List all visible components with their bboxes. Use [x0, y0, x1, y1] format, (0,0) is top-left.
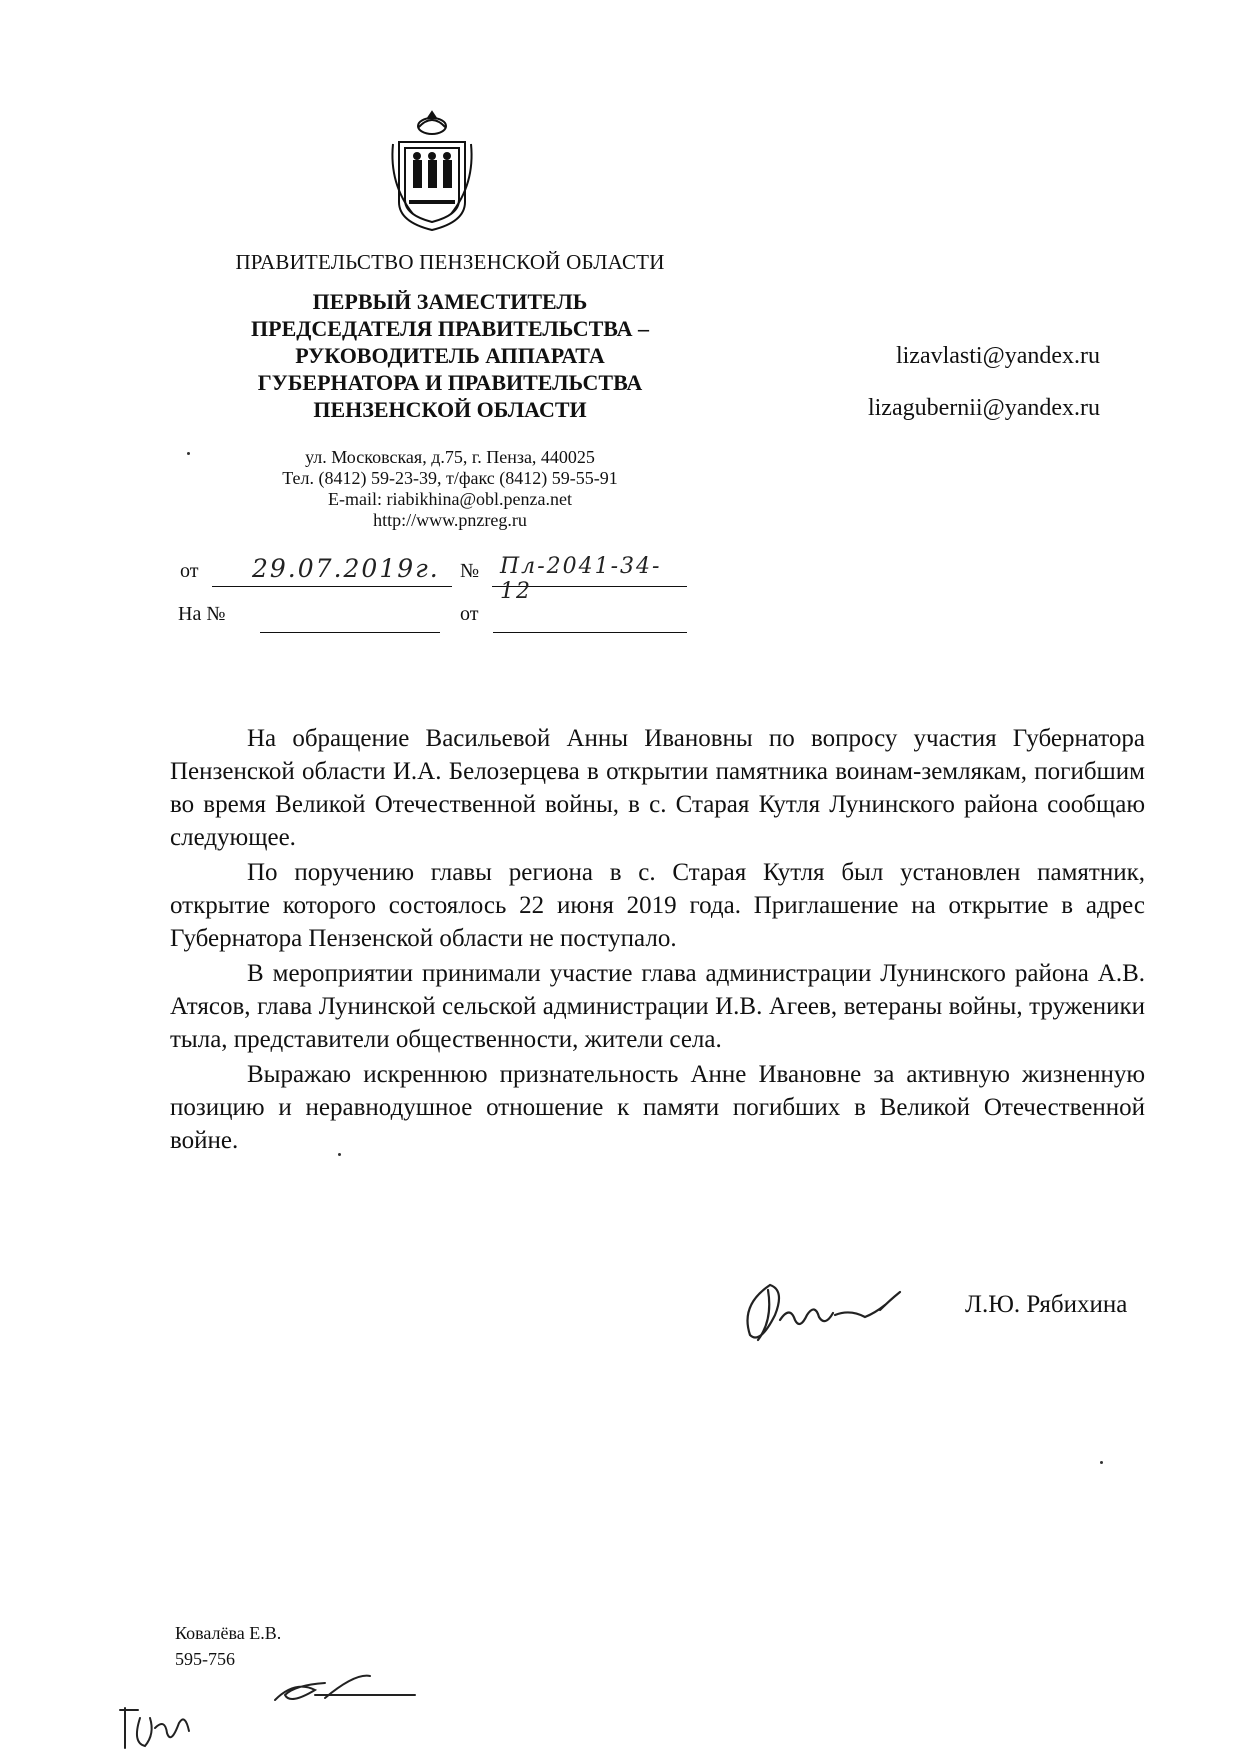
body-paragraph: В мероприятии принимали участие глава администрации Лунинского района А.В. Атясов, глава Лунинской сельской администрации И.В. Агеев, ветераны войны, труженики тыла, представители общественности, жители села.: [170, 960, 1145, 1053]
signature-icon: [730, 1270, 920, 1350]
number-label: №: [460, 560, 480, 582]
email-address: E-mail: riabikhina@obl.penza.net: [328, 489, 572, 509]
position-line: ПЕРВЫЙ ЗАМЕСТИТЕЛЬ: [312, 289, 588, 314]
executor-phone: 595-756: [175, 1649, 235, 1669]
position-line: РУКОВОДИТЕЛЬ АППАРАТА: [295, 343, 605, 368]
position-line: ПРЕДСЕДАТЕЛЯ ПРАВИТЕЛЬСТВА –: [251, 316, 649, 341]
position-line: ПЕНЗЕНСКОЙ ОБЛАСТИ: [313, 397, 587, 422]
contact-block: [150, 447, 750, 531]
from-label: от: [180, 560, 199, 582]
scan-speck: [187, 452, 190, 455]
email-annotation: lizavlasti@yandex.ru: [895, 343, 1100, 369]
reply-from-label: от: [460, 603, 479, 625]
date-field: [212, 554, 452, 587]
postal-address: ул. Московская, д.75, г. Пенза, 440025: [305, 447, 595, 467]
reply-number-field: [260, 606, 440, 633]
signer-name: Л.Ю. Рябихина: [965, 1291, 1128, 1318]
handwritten-date: 29.07.2019г.: [252, 554, 440, 583]
reply-date-field: [493, 606, 687, 633]
position-line: ГУБЕРНАТОРА И ПРАВИТЕЛЬСТВА: [257, 370, 643, 395]
approval-signature-icon: [110, 1698, 200, 1754]
organization-name: ПРАВИТЕЛЬСТВО ПЕНЗЕНСКОЙ ОБЛАСТИ: [235, 250, 665, 274]
scan-speck: [338, 1153, 341, 1156]
handwritten-number: Пл-2041-34-12: [500, 554, 662, 604]
body-paragraph: По поручению главы региона в с. Старая Кутля был установлен памятник, открытие которого состоялось 22 июня 2019 года. Приглашение на открытие в адрес Губернатора Пензенской области не поступало.: [170, 859, 1145, 952]
executor-name: Ковалёва Е.В.: [175, 1623, 282, 1643]
letter-body: [170, 722, 1145, 1159]
official-position: [150, 288, 750, 423]
coat-of-arms-icon: [385, 108, 479, 234]
email-annotation: lizagubernii@yandex.ru: [867, 395, 1100, 421]
initials-signature-icon: [255, 1670, 425, 1710]
scan-speck: [1100, 1461, 1103, 1464]
number-field: [492, 554, 687, 604]
body-paragraph: На обращение Васильевой Анны Ивановны по вопросу участия Губернатора Пензенской области И.А. Белозерцева в открытии памятника воинам-землякам, погибшим во время Великой Отечественной войны, в с. Старая Кутля Лунинского района сообщаю следующее.: [170, 725, 1145, 851]
body-paragraph: Выражаю искреннюю признательность Анне Ивановне за активную жизненную позицию и неравнодушное отношение к памяти погибших в Великой Отечественной войне.: [170, 1061, 1145, 1154]
website-url: http://www.pnzreg.ru: [373, 510, 527, 530]
executor-block: [175, 1620, 281, 1672]
reply-number-label: На №: [178, 603, 226, 625]
phone-fax: Тел. (8412) 59-23-39, т/факс (8412) 59-55-91: [282, 468, 618, 488]
email-annotations: [780, 330, 1100, 434]
